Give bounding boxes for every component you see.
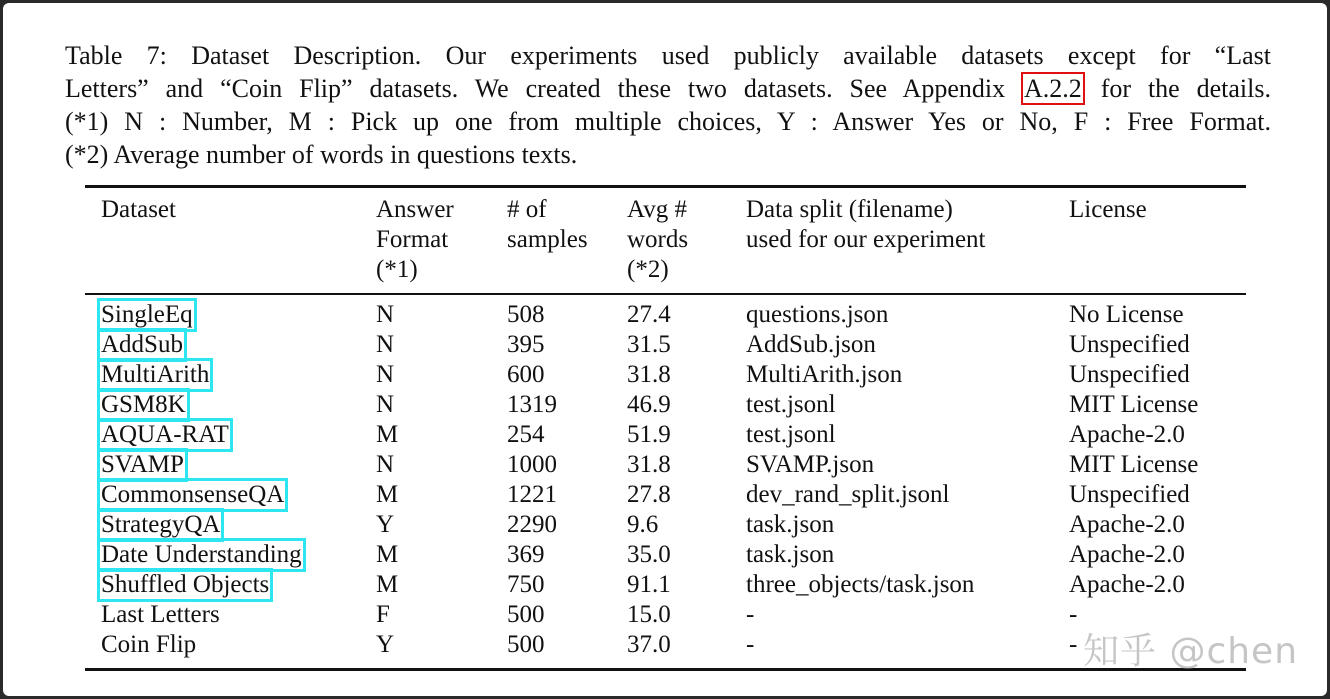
answer-format-cell: N <box>376 361 395 388</box>
table-row <box>3 450 1327 480</box>
license-cell: MIT License <box>1069 451 1199 478</box>
avg-words-cell: 27.8 <box>627 481 671 508</box>
table-header-rule <box>85 293 1246 295</box>
dataset-link[interactable]: AQUA-RAT <box>101 421 229 448</box>
license-cell: Apache-2.0 <box>1069 511 1185 538</box>
data-split-cell: - <box>746 601 755 628</box>
answer-format-cell: N <box>376 331 395 358</box>
avg-words-cell: 37.0 <box>627 631 671 658</box>
caption-line-3: (*1) N : Number, M : Pick up one from multiple choices, Y : Answer Yes or No, F : Free Format. <box>65 107 1271 136</box>
samples-cell: 1319 <box>507 391 557 418</box>
table-row <box>3 300 1327 330</box>
data-split-cell: AddSub.json <box>746 331 876 358</box>
avg-words-cell: 91.1 <box>627 571 671 598</box>
answer-format-cell: N <box>376 301 395 328</box>
table-bottom-rule <box>85 668 1246 671</box>
caption-line-4: (*2) Average number of words in questions texts. <box>65 140 578 169</box>
dataset-cell: Last Letters <box>101 601 220 628</box>
header-data-split: Data split (filename) used for our experiment <box>746 196 986 253</box>
watermark: 知乎 @chen <box>1083 631 1299 672</box>
answer-format-cell: Y <box>376 511 395 538</box>
caption-line-2 <box>65 72 1271 105</box>
header-num-samples: # of samples <box>507 196 588 253</box>
data-split-cell: SVAMP.json <box>746 451 875 478</box>
dataset-link[interactable]: SingleEq <box>101 301 193 328</box>
data-split-cell: dev_rand_split.jsonl <box>746 481 950 508</box>
answer-format-cell: M <box>376 571 399 598</box>
table-row <box>3 420 1327 450</box>
license-cell: - <box>1069 631 1078 658</box>
avg-words-cell: 9.6 <box>627 511 659 538</box>
license-cell: Apache-2.0 <box>1069 541 1185 568</box>
paper-page <box>3 3 1327 696</box>
header-answer-format: Answer Format (*1) <box>376 196 454 283</box>
dataset-link[interactable]: MultiArith <box>101 361 210 388</box>
avg-words-cell: 51.9 <box>627 421 671 448</box>
avg-words-cell: 27.4 <box>627 301 671 328</box>
table-row <box>3 540 1327 570</box>
samples-cell: 600 <box>507 361 545 388</box>
avg-words-cell: 46.9 <box>627 391 671 418</box>
samples-cell: 254 <box>507 421 545 448</box>
samples-cell: 1221 <box>507 481 557 508</box>
table-row <box>3 360 1327 390</box>
table-top-rule <box>85 185 1246 188</box>
license-cell: Unspecified <box>1069 361 1190 388</box>
dataset-link[interactable]: GSM8K <box>101 391 186 418</box>
appendix-link[interactable]: A.2.2 <box>1021 72 1085 105</box>
samples-cell: 369 <box>507 541 545 568</box>
samples-cell: 2290 <box>507 511 557 538</box>
answer-format-cell: N <box>376 391 395 418</box>
license-cell: Apache-2.0 <box>1069 421 1185 448</box>
data-split-cell: task.json <box>746 511 835 538</box>
dataset-link[interactable]: Date Understanding <box>101 541 302 568</box>
avg-words-cell: 35.0 <box>627 541 671 568</box>
samples-cell: 508 <box>507 301 545 328</box>
answer-format-cell: M <box>376 541 399 568</box>
data-split-cell: test.jsonl <box>746 391 836 418</box>
samples-cell: 500 <box>507 601 545 628</box>
answer-format-cell: M <box>376 421 399 448</box>
table-caption <box>65 39 1271 171</box>
dataset-link[interactable]: StrategyQA <box>101 511 221 538</box>
data-split-cell: questions.json <box>746 301 889 328</box>
dataset-link[interactable]: AddSub <box>101 331 183 358</box>
samples-cell: 1000 <box>507 451 557 478</box>
dataset-link[interactable]: Shuffled Objects <box>101 571 270 598</box>
table-row <box>3 480 1327 510</box>
caption-line-1: Table 7: Dataset Description. Our experiments used publicly available datasets except for “Last <box>65 41 1271 70</box>
answer-format-cell: N <box>376 451 395 478</box>
samples-cell: 500 <box>507 631 545 658</box>
caption-line-2-tail: for the details. <box>1083 74 1271 103</box>
dataset-link[interactable]: CommonsenseQA <box>101 481 285 508</box>
avg-words-cell: 31.8 <box>627 451 671 478</box>
samples-cell: 395 <box>507 331 545 358</box>
license-cell: - <box>1069 601 1078 628</box>
answer-format-cell: M <box>376 481 399 508</box>
header-dataset: Dataset <box>101 196 176 223</box>
caption-line-2-text: Letters” and “Coin Flip” datasets. We created these two datasets. See Appendix <box>65 74 1023 103</box>
data-split-cell: test.jsonl <box>746 421 836 448</box>
data-split-cell: - <box>746 631 755 658</box>
license-cell: Apache-2.0 <box>1069 571 1185 598</box>
avg-words-cell: 15.0 <box>627 601 671 628</box>
answer-format-cell: F <box>376 601 390 628</box>
license-cell: Unspecified <box>1069 481 1190 508</box>
license-cell: Unspecified <box>1069 331 1190 358</box>
table-row <box>3 510 1327 540</box>
header-avg-words: Avg # words (*2) <box>627 196 689 283</box>
header-license: License <box>1069 196 1147 223</box>
dataset-link[interactable]: SVAMP <box>101 451 184 478</box>
answer-format-cell: Y <box>376 631 395 658</box>
license-cell: MIT License <box>1069 391 1199 418</box>
table-row <box>3 330 1327 360</box>
data-split-cell: task.json <box>746 541 835 568</box>
dataset-cell: Coin Flip <box>101 631 197 658</box>
avg-words-cell: 31.5 <box>627 331 671 358</box>
samples-cell: 750 <box>507 571 545 598</box>
data-split-cell: three_objects/task.json <box>746 571 975 598</box>
license-cell: No License <box>1069 301 1184 328</box>
avg-words-cell: 31.8 <box>627 361 671 388</box>
data-split-cell: MultiArith.json <box>746 361 903 388</box>
table-row <box>3 390 1327 420</box>
table-row <box>3 570 1327 600</box>
